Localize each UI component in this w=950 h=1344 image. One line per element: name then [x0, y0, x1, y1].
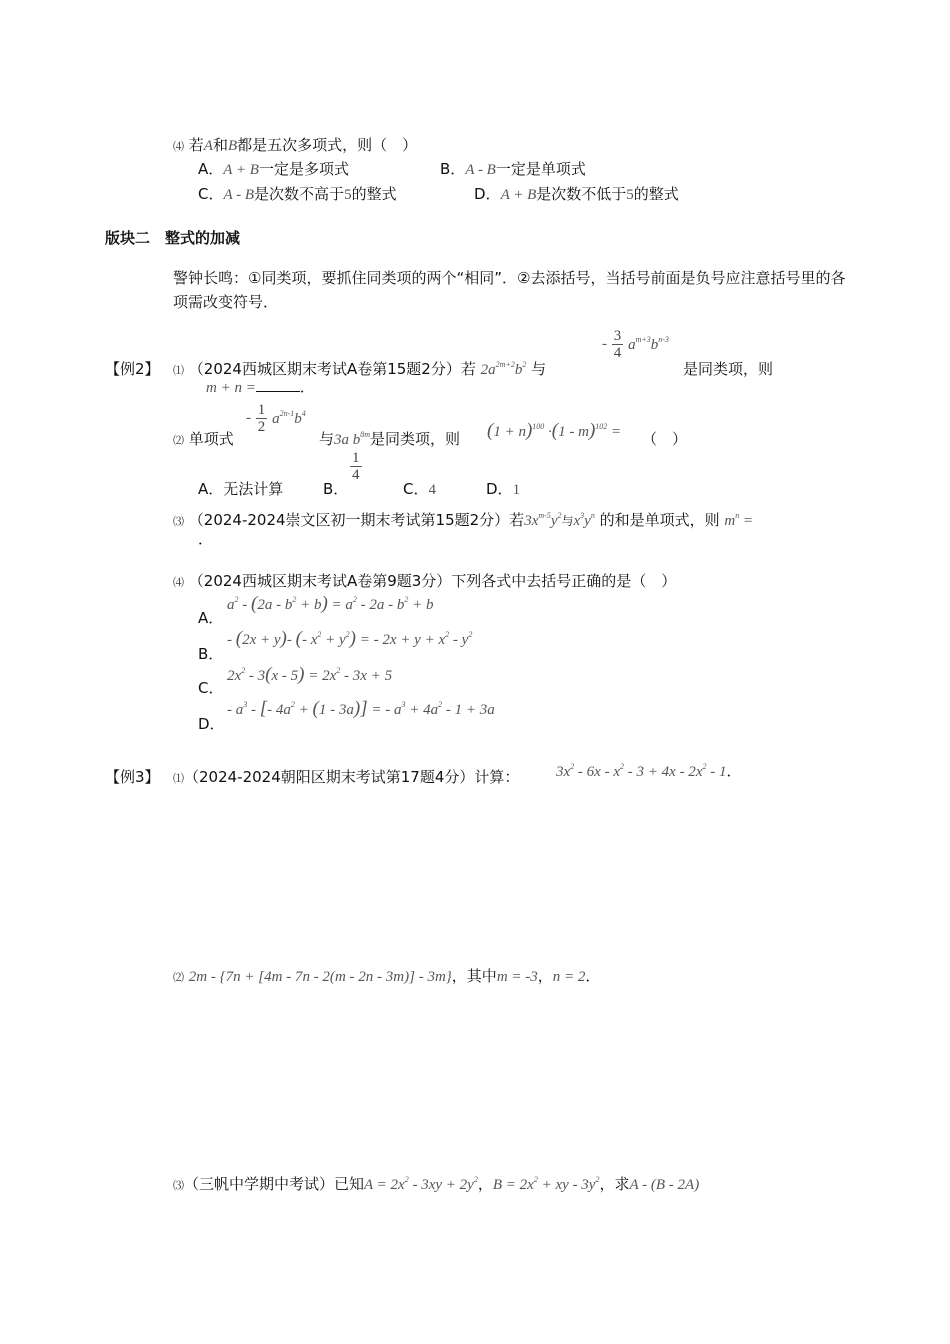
ex2-part2-monomial: - $\frac{1}{2}$ $a^{2n-1}b^4$: [246, 402, 306, 435]
q4-option-c: C．A - B是次数不高于5的整式: [198, 185, 397, 203]
ex2-p4-option-c-math: $2x^2 - 3(x - 5) = 2x^2 - 3x + 5$: [227, 664, 393, 685]
ex2-part1-tail: 是同类项，则: [683, 360, 774, 378]
ex2-p4-option-b-label: B．: [198, 645, 224, 663]
ex2-p2-option-a: A．无法计算: [198, 480, 284, 498]
ex2-p4-option-d-label: D．: [198, 715, 225, 733]
section-heading: 版块二 整式的加减: [105, 229, 241, 247]
example-2-label: 【例2】: [105, 360, 160, 378]
q4-option-b: B．A - B一定是单项式: [440, 160, 586, 178]
q4-option-d: D．A + B是次数不低于5的整式: [474, 185, 679, 203]
ex2-part1-answer: m + n = ．: [206, 378, 315, 396]
ex2-part3: ⑶ （2024-2024崇文区初一期末考试第15题2分）若$3x^{m-5}y^2$与$x^3y^n$ 的和是单项式，则 $m^n$ =: [173, 511, 754, 529]
ex3-part3: ⑶（三帆中学期中考试）已知$A = 2x^2 - 3xy + 2y^2$，$B = 2x^2$ + xy - $3y^2$，求A - (B - 2A): [173, 1175, 700, 1193]
ex2-p4-option-d-math: - $a^3$ - [- $4a^2 + (1 - 3a)$] = - $a^3 + 4a^2 - 1 + 3a$: [227, 698, 495, 719]
ex2-p4-option-a-label: A．: [198, 609, 224, 627]
ex2-p4-option-b-math: - (2x + y)- (- $x^2 + y^2$) = - $2x + y + x^2 - y^2$: [227, 628, 473, 649]
ex2-part1-fraction: - $\frac{3}{4}$ $a^{m+3}b^{n-3}$: [602, 328, 669, 361]
q4-option-a: A．A + B一定是多项式: [198, 160, 349, 178]
ex2-part2-paren: （ ）: [642, 430, 688, 448]
warning-paragraph: 警钟长鸣：①同类项，要抓住同类项的两个“相同”．②去添括号，当括号前面是负号应注意括号里的各项需改变符号．: [173, 269, 846, 311]
answer-blank[interactable]: [256, 377, 300, 392]
ex2-p2-option-c: C．4: [403, 480, 436, 498]
ex2-part2-mid: 与3a $b^{8m}$是同类项，则: [319, 430, 461, 448]
ex3-part2: ⑵ 2m - {7n + [4m - 7n - 2(m - 2n - 3m)] - 3m}，其中m = -3，n = 2．: [173, 967, 601, 985]
ex2-p2-option-b-fraction: $\frac{1}{4}$: [352, 450, 360, 483]
ex2-p4-option-c-label: C．: [198, 679, 224, 697]
ex2-p4-option-a-math: $a^2 - (2a - b^2 + b) = a^2 - 2a - b^2 + b$: [227, 593, 434, 614]
ex2-part3-end: ．: [198, 530, 214, 548]
ex2-part1: ⑴ （2024西城区期末考试A卷第15题2分）若 $2a^{2m+2}b^2$ 与: [173, 360, 547, 378]
ex2-part4: ⑷ （2024西城区期末考试A卷第9题3分）下列各式中去括号正确的是（ ）: [173, 572, 677, 590]
ex2-part2-expression: $(1 + n)^{100} \cdot(1 - m)^{102}$ =: [487, 420, 622, 441]
math-expression: $2a^{2m+2}b^2$: [480, 360, 527, 378]
ex3-part1-expression: $3x^2 - 6x - x^2 - 3 + 4x - 2x^2 - 1$．: [556, 762, 742, 780]
ex3-part1: ⑴（2024-2024朝阳区期末考试第17题4分）计算：: [173, 768, 520, 786]
example-3-label: 【例3】: [105, 768, 160, 786]
question-4-stem: ⑷ 若A和B都是五次多项式，则（ ）: [173, 136, 418, 154]
ex2-p2-option-b-label: B．: [323, 480, 349, 498]
ex2-p2-option-d: D．1: [486, 480, 521, 498]
ex2-part2: ⑵ 单项式: [173, 430, 234, 448]
